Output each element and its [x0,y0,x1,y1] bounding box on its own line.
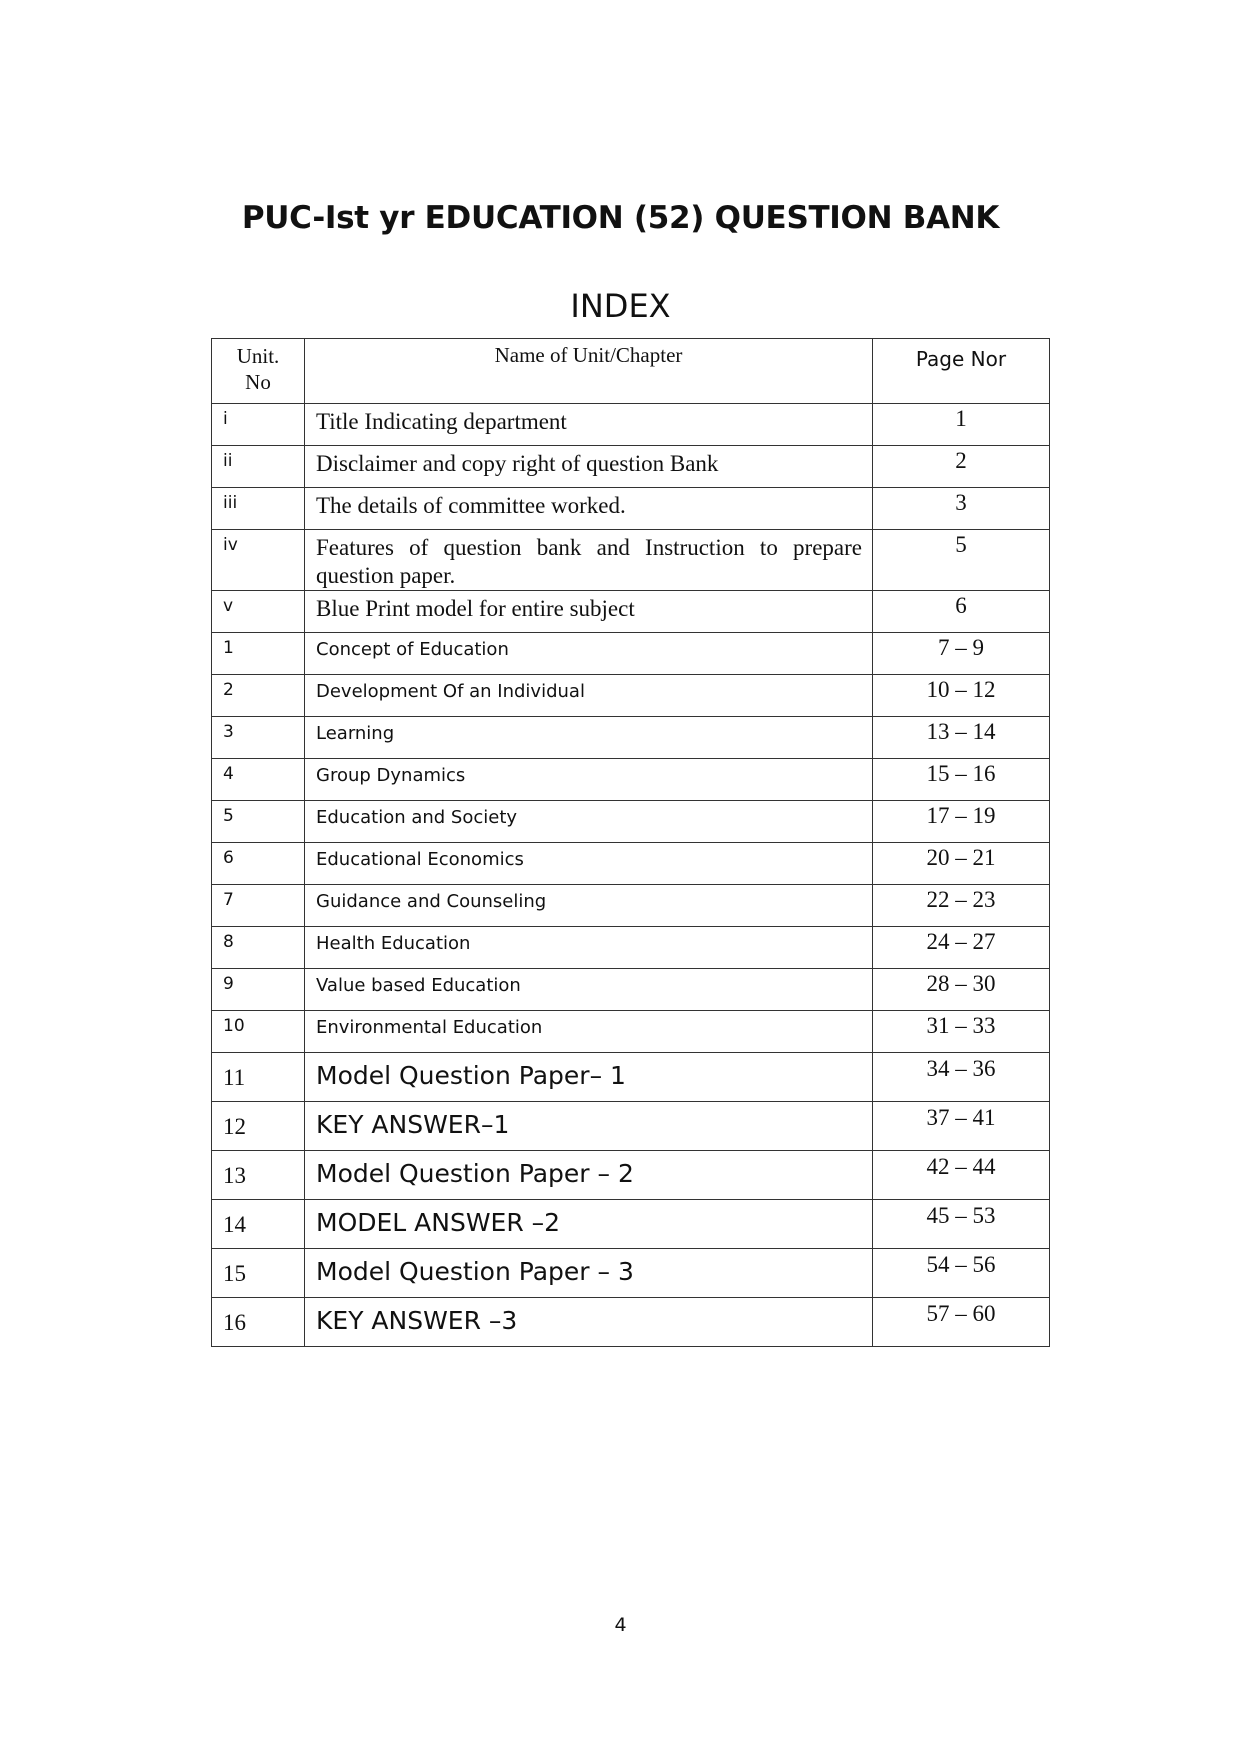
unit-name: Development Of an Individual [305,675,873,717]
unit-no: 13 [212,1151,305,1200]
page-range: 24 – 27 [873,927,1050,969]
unit-name: Health Education [305,927,873,969]
page-range: 37 – 41 [873,1102,1050,1151]
page-range: 42 – 44 [873,1151,1050,1200]
page-range: 28 – 30 [873,969,1050,1011]
table-row [212,633,1050,675]
unit-name: Environmental Education [305,1011,873,1053]
header-unit-no [212,339,305,404]
index-heading: INDEX [570,287,671,325]
unit-no: 16 [212,1298,305,1347]
table-row [212,717,1050,759]
unit-name: Disclaimer and copy right of question Bank [305,446,873,488]
unit-name: Title Indicating department [305,404,873,446]
unit-no: ii [212,446,305,488]
unit-no: i [212,404,305,446]
unit-no: 9 [212,969,305,1011]
table-row [212,801,1050,843]
table-row [212,1200,1050,1249]
table-row [212,446,1050,488]
table-row [212,675,1050,717]
table-row [212,1102,1050,1151]
unit-no: 10 [212,1011,305,1053]
table-row [212,530,1050,591]
page-range: 15 – 16 [873,759,1050,801]
unit-no: 11 [212,1053,305,1102]
unit-no: 4 [212,759,305,801]
unit-name: Model Question Paper– 1 [305,1053,873,1102]
page-range: 6 [873,591,1050,633]
unit-no: 6 [212,843,305,885]
unit-no: 12 [212,1102,305,1151]
unit-name: Group Dynamics [305,759,873,801]
unit-no: 5 [212,801,305,843]
page-range: 7 – 9 [873,633,1050,675]
page-range: 17 – 19 [873,801,1050,843]
unit-no: 14 [212,1200,305,1249]
page-range: 20 – 21 [873,843,1050,885]
table-row [212,885,1050,927]
table-row [212,969,1050,1011]
page-range: 13 – 14 [873,717,1050,759]
table-row [212,843,1050,885]
table-row [212,759,1050,801]
table-row [212,488,1050,530]
table-row [212,1249,1050,1298]
unit-name: KEY ANSWER –3 [305,1298,873,1347]
table-row [212,404,1050,446]
header-page: Page Nor [873,339,1050,404]
unit-name: Features of question bank and Instruction to prepare question paper. [305,530,873,591]
header-unit-line1: Unit. [236,344,280,368]
unit-no: v [212,591,305,633]
table-row [212,1151,1050,1200]
unit-name: Education and Society [305,801,873,843]
page-range: 10 – 12 [873,675,1050,717]
page-range: 34 – 36 [873,1053,1050,1102]
page-range: 54 – 56 [873,1249,1050,1298]
page-range: 31 – 33 [873,1011,1050,1053]
unit-name: The details of committee worked. [305,488,873,530]
table-row [212,1298,1050,1347]
index-table [211,338,1050,1347]
table-row [212,1011,1050,1053]
page-range: 57 – 60 [873,1298,1050,1347]
page-range: 1 [873,404,1050,446]
page-range: 22 – 23 [873,885,1050,927]
unit-name: MODEL ANSWER –2 [305,1200,873,1249]
page-range: 45 – 53 [873,1200,1050,1249]
unit-no: 15 [212,1249,305,1298]
unit-no: 1 [212,633,305,675]
unit-name: Blue Print model for entire subject [305,591,873,633]
unit-name: Model Question Paper – 3 [305,1249,873,1298]
unit-name: Value based Education [305,969,873,1011]
page-number: 4 [614,1614,627,1636]
table-row [212,591,1050,633]
table-row [212,927,1050,969]
unit-no: 7 [212,885,305,927]
page-range: 3 [873,488,1050,530]
unit-name: KEY ANSWER–1 [305,1102,873,1151]
header-unit-line2: No [245,370,271,394]
page-range: 5 [873,530,1050,591]
document-title: PUC-Ist yr EDUCATION (52) QUESTION BANK [241,200,1000,236]
unit-no: 8 [212,927,305,969]
unit-name: Learning [305,717,873,759]
table-row [212,1053,1050,1102]
header-name: Name of Unit/Chapter [305,339,873,404]
unit-no: iv [212,530,305,591]
unit-name: Guidance and Counseling [305,885,873,927]
unit-no: iii [212,488,305,530]
page-range: 2 [873,446,1050,488]
unit-name: Educational Economics [305,843,873,885]
unit-name: Concept of Education [305,633,873,675]
unit-no: 3 [212,717,305,759]
table-header-row [212,339,1050,404]
unit-name: Model Question Paper – 2 [305,1151,873,1200]
unit-no: 2 [212,675,305,717]
